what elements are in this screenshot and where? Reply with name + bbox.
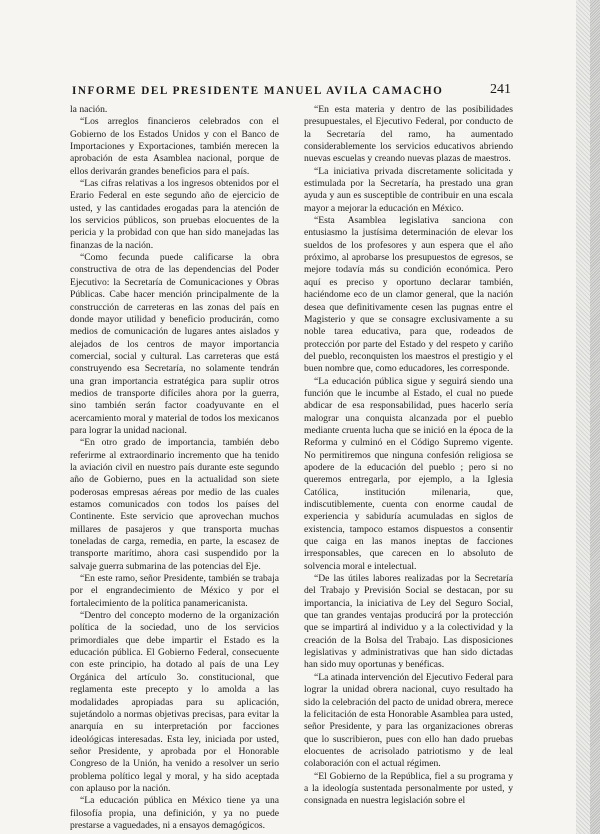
page-number: 241 [490, 82, 511, 97]
scan-edge-shadow [590, 0, 600, 834]
paragraph: “La iniciativa privada discretamente solicitada y estimulada por la Secretaría, ha prestado una gran ayuda y aun es susceptible de contribuir en una escala mayor a mejorar la educación en México. [304, 165, 513, 214]
paragraph: “El Gobierno de la República, fiel a su programa y a la ideología sustentada personalmente por usted, y consignada en nuestra legislación sobre el [304, 770, 513, 807]
running-header: INFORME DEL PRESIDENTE MANUEL AVILA CAMACHO [72, 85, 444, 97]
paragraph: la nación. [70, 104, 108, 115]
paragraph: “Esta Asamblea legislativa sanciona con entusiasmo la justísima determinación de elevar los sueldos de los profesores y aun espera que el año próximo, al aprobarse los presupuestos de egresos, se mejore todavía más su condición económica. Pero aquí es preciso y oportuno declarar también, haciéndome eco de un clamor general, que la nación desea que definitivamente cesen las pugnas entre el Magisterio y que se consagre exclusivamente a su noble tarea educativa, para que, rodeados de protección por parte del Estado y del respeto y cariño del pueblo, reconquisten los maestros el prestigio y el buen nombre que, como educadores, les corresponde. [304, 215, 513, 375]
paragraph: “De las útiles labores realizadas por la Secretaría del Trabajo y Previsión Social se destacan, por su importancia, la iniciativa de Ley del Seguro Social, que tan grandes ventajas producirá por la protección que se impartirá al individuo y a la colectividad y la creación de la Bolsa del Trabajo. Las disposiciones legislativas y administrativas que han sido dictadas han sido muy oportunas y benéficas. [304, 573, 513, 671]
paragraph: “Como fecunda puede calificarse la obra constructiva de otra de las dependencias del Poder Ejecutivo: la Secretaría de Comunicaciones y Obras Públicas. Cabe hacer mención principalmente de la construcción de carreteras en las zonas del país en donde mayor utilidad y beneficio producirán, como medios de comunicación de lugares antes aislados y alejados de los centros de mayor importancia comercial, social y cultural. Las carreteras que está construyendo esa Secretaría, no solamente tendrán una gran importancia estratégica para suplir otros medios de transporte difíciles ahora por la guerra, sino también serán factor coadyuvante en el acercamiento moral y material de todos los mexicanos para lograr la unidad nacional. [70, 252, 279, 436]
paragraph: “En otro grado de importancia, también debo referirme al extraordinario incremento que ha tenido la aviación civil en nuestro país durante este segundo año de Gobierno, pues en la actualidad son siete poderosas empresas aéreas por medio de las cuales estamos comunicados con todos los países del Continente. Este servicio que aprovechan muchos millares de pasajeros y que transporta muchas toneladas de carga, remedia, en parte, la escasez de transporte marítimo, ahora casi suspendido por la salvaje guerra submarina de las potencias del Eje. [70, 437, 279, 572]
paragraph: “En este ramo, señor Presidente, también se trabaja por el engrandecimiento de México y por el fortalecimiento de la política panamericanista. [70, 573, 279, 609]
paragraph: “Las cifras relativas a los ingresos obtenidos por el Erario Federal en este segundo año de ejercicio de usted, y las cantidades erogadas para la atención de los servicios públicos, son pruebas elocuentes de la pericia y la probidad con que han sido manejadas las finanzas de la nación. [70, 178, 279, 251]
paragraph: “La educación pública en México tiene ya una filosofía propia, una definición, y ya no puede prestarse a vaguedades, ni a ensayos demagógicos. [70, 795, 279, 831]
paragraph: “Los arreglos financieros celebrados con el Gobierno de los Estados Unidos y con el Banco de Importaciones y Exportaciones, también merecen la aprobación de esta Asamblea nacional, porque de ellos derivarán grandes beneficios para el país. [70, 116, 279, 177]
paragraph: “En esta materia y dentro de las posibilidades presupuestales, el Ejecutivo Federal, por conducto de la Secretaría del ramo, ha aumentado considerablemente los servicios educativos abriendo nuevas escuelas y creando nuevas plazas de maestros. [304, 104, 513, 165]
left-column [70, 104, 279, 832]
paragraph: “La educación pública sigue y seguirá siendo una función que le incumbe al Estado, el cual no puede abdicar de esa responsabilidad, pues hacerlo sería malograr una conquista alcanzada por el pueblo mediante cruenta lucha que se inició en la época de la Reforma y culminó en el Código Supremo vigente. No permitiremos que ninguna confesión religiosa se apodere de la educación del pueblo ; pero si no queremos entregarla, por ejemplo, a la Iglesia Católica, institución milenaria, que, indiscutiblemente, cuenta con enorme caudal de experiencia y sabiduría acumuladas en siglos de existencia, tampoco estamos dispuestos a consentir que caiga en las manos ineptas de facciones irresponsables, que carecen en lo absoluto de solvencia moral e intelectual. [304, 375, 513, 572]
paragraph: “La atinada intervención del Ejecutivo Federal para lograr la unidad obrera nacional, cuyo resultado ha sido la celebración del pacto de unidad obrera, merece la felicitación de esta Honorable Asamblea para usted, señor Presidente, y para las organizaciones obreras que lo suscribieron, pues con ello han dado pruebas elocuentes de acrisolado patriotismo y de leal colaboración con el actual régimen. [304, 671, 513, 770]
right-column [304, 104, 513, 808]
paragraph: “Dentro del concepto moderno de la organización política de la sociedad, uno de los servicios primordiales que debe impartir el Estado es la educación pública. El Gobierno Federal, consecuente con este principio, ha dotado al país de una Ley Orgánica del artículo 3o. constitucional, que reglamenta este precepto y lo amolda a las modalidades apropiadas para su aplicación, sujetándolo a normas objetivas precisas, para evitar la anarquía en su interpretación por facciones ideológicas interesadas. Esta ley, iniciada por usted, señor Presidente, y aprobada por el Honorable Congreso de la Unión, ha venido a resolver un serio problema político legal y moral, y ha sido aceptada con aplauso por la nación. [70, 610, 279, 794]
